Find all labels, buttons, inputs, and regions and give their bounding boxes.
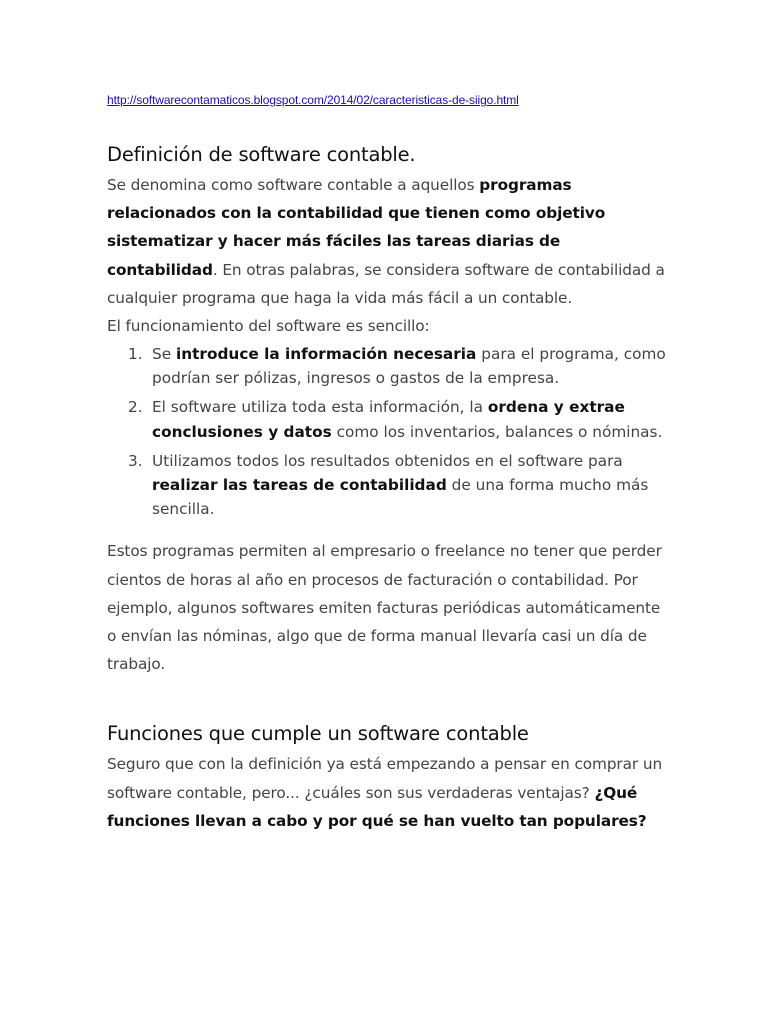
- functions-text: Seguro que con la definición ya está empezando a pensar en comprar un software contable, pero... ¿cuáles son sus verdaderas ventajas?: [107, 755, 663, 802]
- list-text-post: como los inventarios, balances o nóminas.: [331, 422, 663, 441]
- list-number: 2.: [128, 398, 143, 417]
- source-link[interactable]: http://softwarecontamaticos.blogspot.com/2014/02/caracteristicas-de-siigo.html: [107, 93, 519, 107]
- list-text-pre: Utilizamos todos los resultados obtenidos en el software para: [152, 451, 623, 470]
- list-text-post: de una forma mucho más sencilla.: [152, 476, 649, 519]
- section-title-funciones: Funciones que cumple un software contable: [107, 722, 529, 746]
- list-text-bold: ordena y extrae conclusiones y datos: [152, 398, 625, 441]
- functions-bold-question: ¿Qué funciones llevan a cabo y por qué se han vuelto tan populares?: [107, 783, 647, 830]
- article-content: [107, 139, 667, 835]
- list-text-bold: realizar las tareas de contabilidad: [152, 476, 447, 495]
- programs-paragraph: Estos programas permiten al empresario o freelance no tener que perder cientos de horas al año en procesos de facturación o contabilidad. Por ejemplo, algunos softwares emiten facturas periódicas automáticamente o envían las nóminas, algo que de forma manual llevaría casi un día de trabajo.: [107, 542, 662, 674]
- functions-paragraph: [107, 750, 667, 835]
- definition-paragraph: [107, 171, 667, 312]
- definition-bold: programas relacionados con la contabilidad que tienen como objetivo sistematizar y hacer más fáciles las tareas diarias de contabilidad: [107, 176, 606, 279]
- list-item: [128, 449, 667, 522]
- list-text-pre: Se: [152, 345, 176, 364]
- list-text-pre: El software utiliza toda esta información, la: [152, 398, 488, 417]
- list-number: 1.: [128, 345, 143, 364]
- list-item: [128, 395, 667, 443]
- list-text-bold: introduce la información necesaria: [175, 345, 477, 364]
- functioning-intro: El funcionamiento del software es sencillo:: [107, 317, 430, 336]
- section-title-definicion: Definición de software contable.: [107, 143, 416, 166]
- definition-text-start: Se denomina como software contable a aquellos: [107, 176, 480, 194]
- list-number: 3.: [128, 451, 143, 470]
- steps-list: [107, 342, 667, 521]
- list-item: [128, 342, 667, 390]
- list-text-post: para el programa, como podrían ser pólizas, ingresos o gastos de la empresa.: [152, 345, 666, 388]
- definition-text-end: . En otras palabras, se considera software de contabilidad a cualquier programa que haga la vida más fácil a un contable.: [107, 260, 665, 307]
